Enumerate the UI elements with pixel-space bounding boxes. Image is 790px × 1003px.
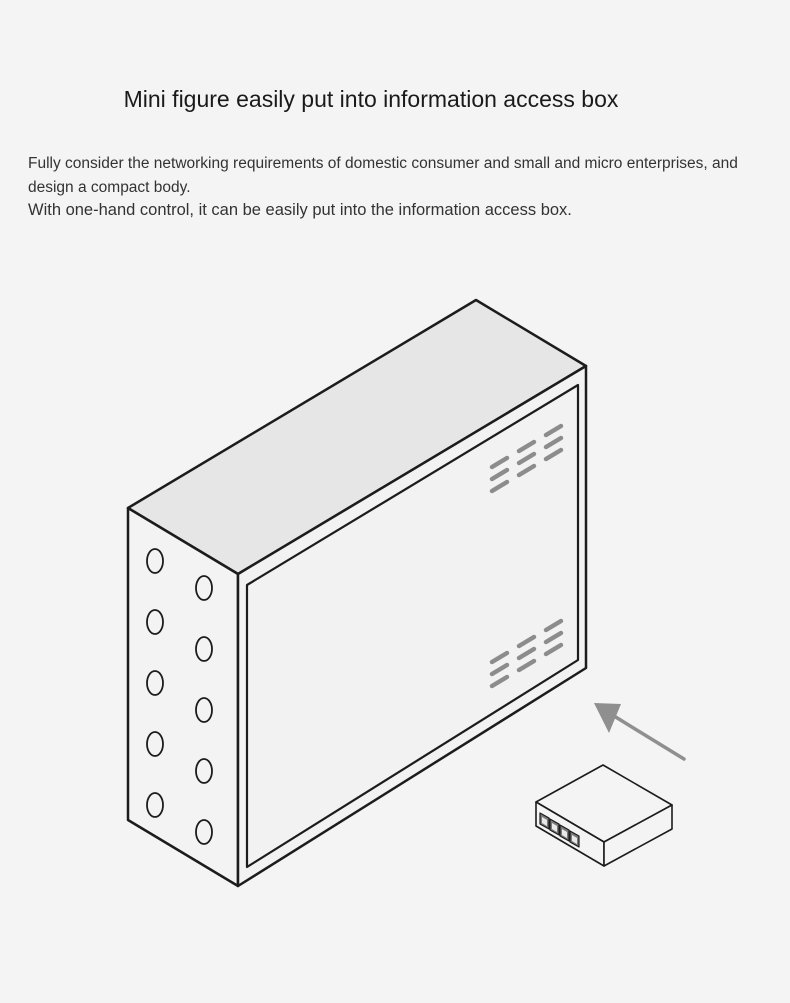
description-line-1: Fully consider the networking requirements of domestic consumer and small and micro enterprises, and design a compact body.	[28, 155, 738, 196]
feature-heading: Mini figure easily put into information access box	[123, 86, 619, 112]
description-line-2: With one-hand control, it can be easily put into the information access box.	[28, 201, 572, 219]
network-switch-icon	[536, 765, 672, 866]
insert-arrow-icon	[594, 703, 684, 759]
box-side-face	[128, 508, 238, 886]
